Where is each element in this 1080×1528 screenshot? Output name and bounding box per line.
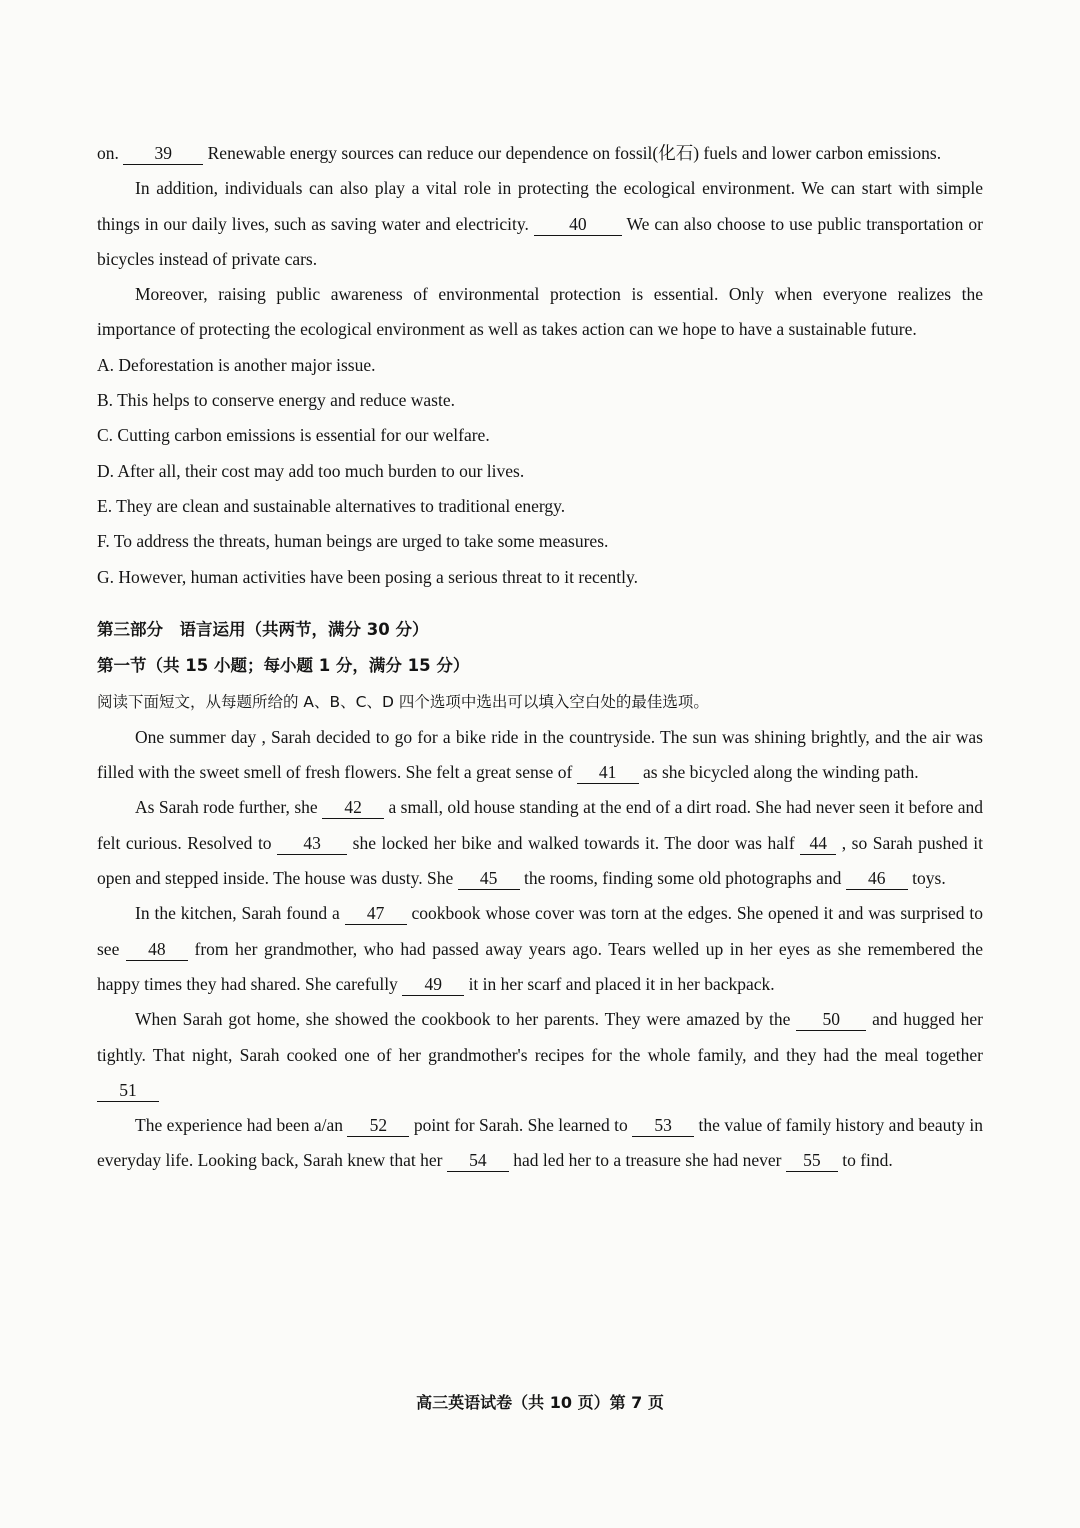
text-span: Renewable energy sources can reduce our dependence on fossil(化石) fuels and lower carbon emissions. (203, 143, 942, 163)
options-list (97, 348, 983, 595)
blank-41: 41 (577, 761, 639, 784)
text-span: to find. (837, 1150, 893, 1171)
text-span: We can also choose to use public transportation or bicycles instead of private cars. (97, 213, 983, 269)
text-span: the value of family history and beauty in everyday life. Looking back, Sarah knew that her (97, 1115, 983, 1171)
blank-44: 44 (800, 832, 836, 855)
cloze-paragraph (97, 1002, 983, 1108)
text-span: a small, old house standing at the end of a dirt road. She had never seen it before and felt curious. Resolved to (97, 797, 983, 853)
cloze-paragraph (97, 790, 983, 896)
blank-54: 54 (447, 1149, 509, 1172)
blank-42: 42 (322, 796, 384, 819)
text-span: she locked her bike and walked towards it. The door was half (347, 832, 801, 853)
text-span: and hugged her tightly. That night, Sarah cooked one of her grandmother's recipes for the whole family, and they had the meal together (97, 1009, 983, 1065)
text-span: had led her to a treasure she had never (508, 1150, 786, 1171)
passage-paragraph (97, 171, 983, 277)
text-span: on. (97, 143, 124, 163)
text-span: The experience had been a/an (135, 1115, 348, 1136)
blank-50: 50 (796, 1008, 866, 1031)
option-a: A. Deforestation is another major issue. (97, 354, 376, 375)
text-span: In the kitchen, Sarah found a (135, 903, 345, 924)
option-b: B. This helps to conserve energy and reduce waste. (97, 390, 455, 411)
text-span: it in her scarf and placed it in her backpack. (464, 973, 775, 994)
blank-51: 51 (97, 1079, 159, 1102)
text-span: as she bicycled along the winding path. (638, 762, 919, 783)
blank-39: 39 (123, 142, 203, 165)
section-header (97, 612, 983, 720)
option-e: E. They are clean and sustainable alternatives to traditional energy. (97, 495, 566, 516)
blank-40: 40 (534, 213, 622, 236)
blank-46: 46 (846, 867, 908, 890)
text-span: the rooms, finding some old photographs and (519, 868, 846, 889)
blank-45: 45 (458, 867, 520, 890)
text-span: toys. (907, 868, 946, 889)
text-span: In addition, individuals can also play a vital role in protecting the ecological environment. We can start with simple things in our daily lives, such as saving water and electricity. (97, 178, 983, 234)
cloze-paragraph (97, 896, 983, 1002)
cloze-paragraph (97, 1108, 983, 1179)
blank-52: 52 (347, 1114, 409, 1137)
option-d: D. After all, their cost may add too much burden to our lives. (97, 460, 525, 481)
text-span: As Sarah rode further, she (135, 797, 323, 818)
text-span: from her grandmother, who had passed away years ago. Tears welled up in her eyes as she remembered the happy times they had shared. She carefully (97, 938, 983, 994)
blank-47: 47 (345, 902, 407, 925)
text-span: , so Sarah pushed it open and stepped inside. The house was dusty. She (97, 832, 983, 889)
part-title: 第三部分 语言运用（共两节，满分 30 分） (97, 619, 429, 639)
instruction: 阅读下面短文，从每题所给的 A、B、C、D 四个选项中选出可以填入空白处的最佳选项。 (97, 692, 709, 711)
text-span: When Sarah got home, she showed the cookbook to her parents. They were amazed by the (135, 1009, 797, 1030)
option-g: G. However, human activities have been posing a serious threat to it recently. (97, 566, 638, 587)
page-footer: 高三英语试卷（共 10 页）第 7 页 (416, 1393, 664, 1412)
cloze-paragraph (97, 720, 983, 791)
blank-43: 43 (277, 832, 347, 855)
blank-49: 49 (402, 973, 464, 996)
text-span: point for Sarah. She learned to (409, 1115, 633, 1136)
blank-48: 48 (126, 938, 188, 961)
passage-paragraph: Moreover, raising public awareness of environmental protection is essential. Only when everyone realizes the importance of protecting the ecological environment as well as takes action can we hope to have a sustainable future. (97, 284, 983, 340)
passage-paragraph (97, 136, 983, 171)
option-f: F. To address the threats, human beings are urged to take some measures. (97, 531, 609, 552)
blank-53: 53 (632, 1114, 694, 1137)
option-c: C. Cutting carbon emissions is essential for our welfare. (97, 425, 490, 446)
text-span: One summer day , Sarah decided to go for a bike ride in the countryside. The sun was shining brightly, and the air was filled with the sweet smell of fresh flowers. She felt a great sense of (97, 726, 983, 783)
text-span: cookbook whose cover was torn at the edges. She opened it and was surprised to see (97, 903, 983, 959)
blank-55: 55 (786, 1149, 838, 1172)
exam-page (97, 136, 983, 1179)
sub-title: 第一节（共 15 小题；每小题 1 分，满分 15 分） (97, 655, 470, 675)
